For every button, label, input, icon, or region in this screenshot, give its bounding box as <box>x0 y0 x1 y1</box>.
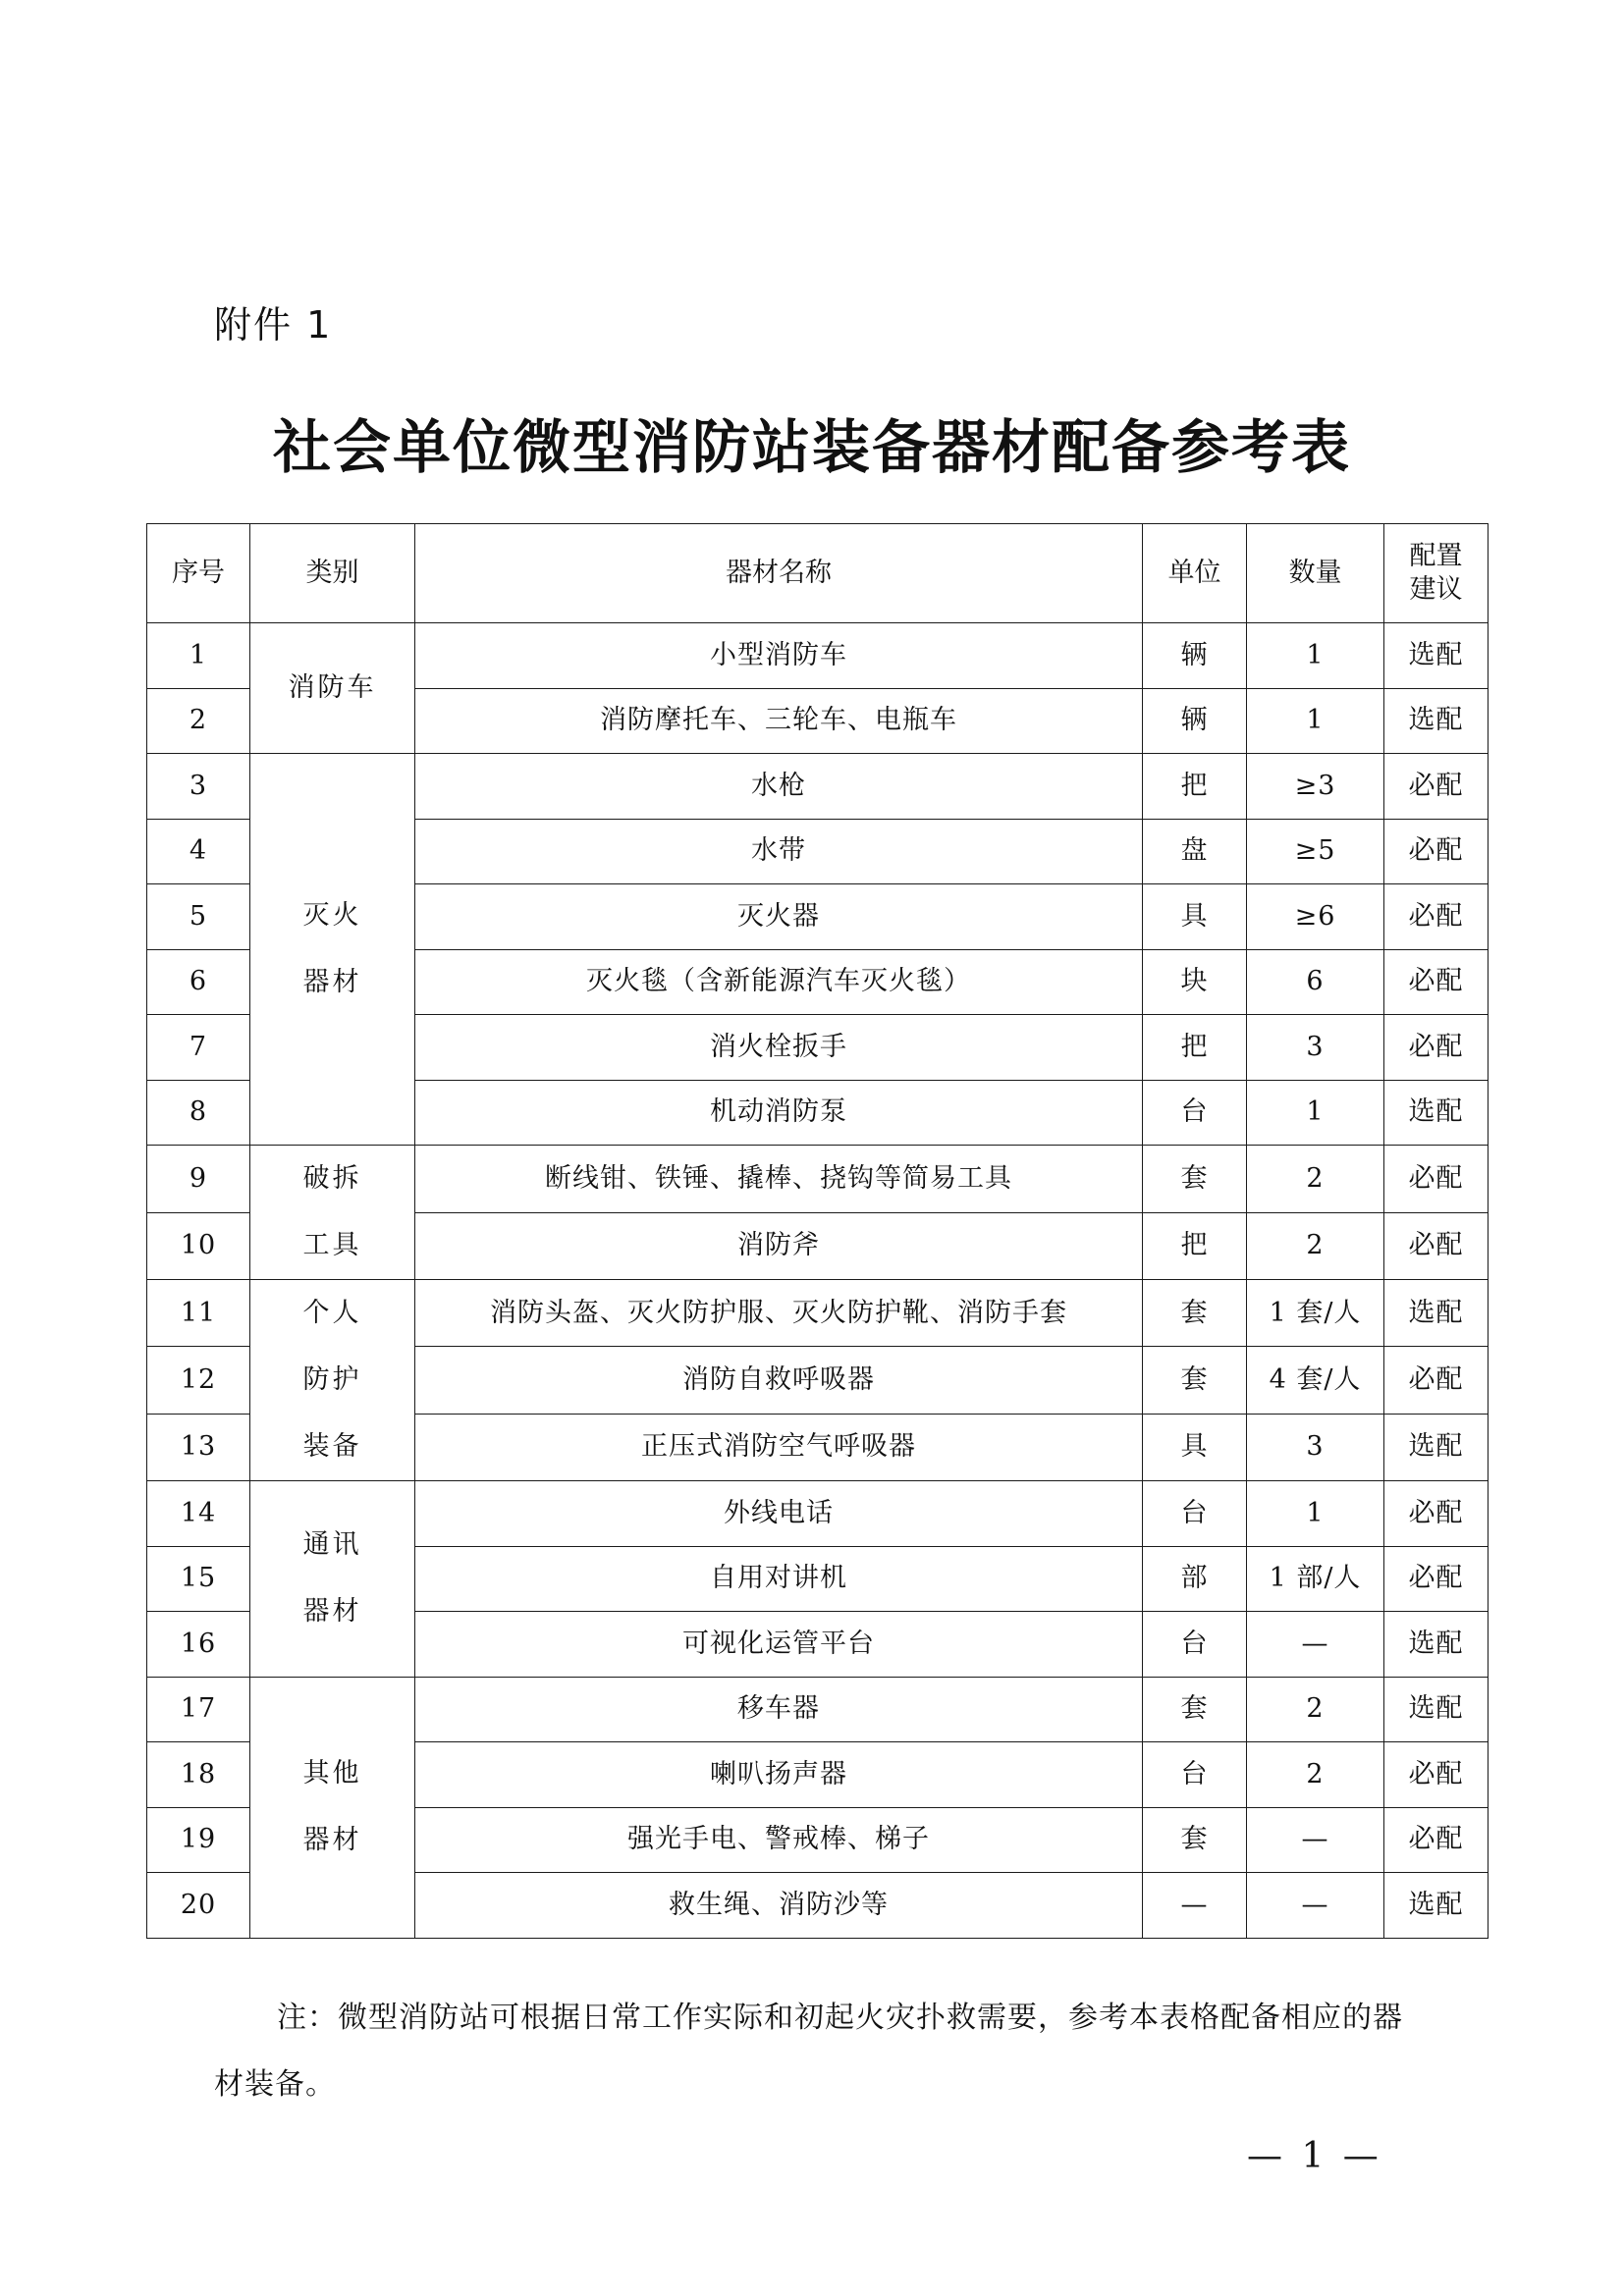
cell-index: 5 <box>147 884 250 950</box>
table-row <box>147 754 1489 820</box>
cell-name: 消火栓扳手 <box>415 1015 1143 1081</box>
cell-index: 7 <box>147 1015 250 1081</box>
category-line: 器材 <box>302 967 362 997</box>
cell-name: 外线电话 <box>415 1481 1143 1547</box>
category-line: 其他 <box>302 1758 362 1789</box>
cell-name: 消防自救呼吸器 <box>415 1347 1143 1414</box>
cell-quantity: 1 部/人 <box>1247 1546 1384 1612</box>
equipment-table <box>146 523 1489 1939</box>
cell-config: 必配 <box>1384 884 1489 950</box>
header-unit: 单位 <box>1143 524 1247 623</box>
cell-index: 8 <box>147 1080 250 1146</box>
cell-unit: 辆 <box>1143 688 1247 754</box>
cell-config: 必配 <box>1384 754 1489 820</box>
cell-quantity: 2 <box>1247 1742 1384 1808</box>
cell-index: 19 <box>147 1807 250 1873</box>
cell-unit: 套 <box>1143 1677 1247 1742</box>
cell-index: 17 <box>147 1677 250 1742</box>
cell-quantity: 6 <box>1247 949 1384 1015</box>
cell-name: 消防摩托车、三轮车、电瓶车 <box>415 688 1143 754</box>
cell-unit: 辆 <box>1143 623 1247 689</box>
cell-unit: 台 <box>1143 1612 1247 1678</box>
cell-unit: 台 <box>1143 1481 1247 1547</box>
cell-config: 必配 <box>1384 1146 1489 1213</box>
cell-index: 6 <box>147 949 250 1015</box>
cell-quantity: 1 <box>1247 1080 1384 1146</box>
cell-unit: — <box>1143 1873 1247 1939</box>
cell-index: 2 <box>147 688 250 754</box>
table-row <box>147 1481 1489 1547</box>
category-line: 破拆 <box>302 1163 362 1194</box>
cell-quantity: — <box>1247 1873 1384 1939</box>
cell-index: 18 <box>147 1742 250 1808</box>
cell-quantity: ≥3 <box>1247 754 1384 820</box>
cell-category <box>250 754 415 1146</box>
table-row <box>147 1677 1489 1742</box>
cell-category <box>250 1280 415 1481</box>
cell-config: 选配 <box>1384 1873 1489 1939</box>
category-line: 通讯 <box>302 1529 362 1561</box>
cell-name: 救生绳、消防沙等 <box>415 1873 1143 1939</box>
cell-unit: 盘 <box>1143 819 1247 884</box>
cell-config: 选配 <box>1384 1612 1489 1678</box>
header-config <box>1384 524 1489 623</box>
table-row <box>147 1146 1489 1213</box>
cell-quantity: 2 <box>1247 1212 1384 1280</box>
cell-index: 1 <box>147 623 250 689</box>
cell-name: 可视化运管平台 <box>415 1612 1143 1678</box>
cell-index: 14 <box>147 1481 250 1547</box>
attachment-label: 附件 1 <box>214 303 333 347</box>
cell-config: 必配 <box>1384 819 1489 884</box>
cell-unit: 套 <box>1143 1146 1247 1213</box>
cell-quantity: ≥5 <box>1247 819 1384 884</box>
table-header-row <box>147 524 1489 623</box>
cell-unit: 套 <box>1143 1347 1247 1414</box>
cell-config: 必配 <box>1384 1347 1489 1414</box>
cell-config: 必配 <box>1384 1742 1489 1808</box>
category-line: 装备 <box>302 1431 362 1462</box>
cell-name: 机动消防泵 <box>415 1080 1143 1146</box>
cell-config: 必配 <box>1384 1481 1489 1547</box>
page-number: — 1 — <box>1247 2136 1382 2176</box>
cell-name: 移车器 <box>415 1677 1143 1742</box>
header-quantity: 数量 <box>1247 524 1384 623</box>
cell-index: 9 <box>147 1146 250 1213</box>
header-index: 序号 <box>147 524 250 623</box>
cell-unit: 把 <box>1143 1212 1247 1280</box>
cell-index: 10 <box>147 1212 250 1280</box>
cell-unit: 台 <box>1143 1742 1247 1808</box>
cell-name: 断线钳、铁锤、撬棒、挠钩等简易工具 <box>415 1146 1143 1213</box>
cell-name: 水带 <box>415 819 1143 884</box>
category-line: 器材 <box>302 1596 362 1628</box>
cell-name: 水枪 <box>415 754 1143 820</box>
cell-quantity: 1 <box>1247 1481 1384 1547</box>
cell-name: 强光手电、警戒棒、梯子 <box>415 1807 1143 1873</box>
cell-unit: 具 <box>1143 884 1247 950</box>
cell-name: 灭火器 <box>415 884 1143 950</box>
cell-name: 小型消防车 <box>415 623 1143 689</box>
cell-index: 12 <box>147 1347 250 1414</box>
cell-category <box>250 1146 415 1280</box>
cell-config: 必配 <box>1384 949 1489 1015</box>
cell-config: 必配 <box>1384 1807 1489 1873</box>
cell-quantity: 2 <box>1247 1677 1384 1742</box>
cell-index: 16 <box>147 1612 250 1678</box>
category-line: 防护 <box>302 1364 362 1395</box>
cell-quantity: 4 套/人 <box>1247 1347 1384 1414</box>
category-line: 器材 <box>302 1825 362 1855</box>
category-line: 个人 <box>302 1298 362 1328</box>
table-row <box>147 623 1489 689</box>
cell-index: 13 <box>147 1414 250 1480</box>
cell-config: 选配 <box>1384 1677 1489 1742</box>
table-note: 注：微型消防站可根据日常工作实际和初起火灾扑救需要，参考本表格配备相应的器材装备。 <box>214 2001 1403 2102</box>
cell-quantity: 1 <box>1247 623 1384 689</box>
cell-index: 11 <box>147 1280 250 1347</box>
cell-quantity: 2 <box>1247 1146 1384 1213</box>
cell-name: 喇叭扬声器 <box>415 1742 1143 1808</box>
cell-quantity: 3 <box>1247 1414 1384 1480</box>
header-category: 类别 <box>250 524 415 623</box>
cell-unit: 把 <box>1143 754 1247 820</box>
cell-config: 选配 <box>1384 1414 1489 1480</box>
cell-name: 消防斧 <box>415 1212 1143 1280</box>
cell-config: 选配 <box>1384 1280 1489 1347</box>
cell-quantity: — <box>1247 1612 1384 1678</box>
cell-unit: 套 <box>1143 1280 1247 1347</box>
cell-unit: 部 <box>1143 1546 1247 1612</box>
cell-quantity: 1 <box>1247 688 1384 754</box>
cell-config: 必配 <box>1384 1212 1489 1280</box>
header-name: 器材名称 <box>415 524 1143 623</box>
cell-config: 选配 <box>1384 623 1489 689</box>
cell-unit: 块 <box>1143 949 1247 1015</box>
category-line: 工具 <box>302 1230 362 1260</box>
cell-quantity: 1 套/人 <box>1247 1280 1384 1347</box>
cell-unit: 把 <box>1143 1015 1247 1081</box>
cell-unit: 套 <box>1143 1807 1247 1873</box>
cell-category <box>250 1481 415 1678</box>
cell-name: 正压式消防空气呼吸器 <box>415 1414 1143 1480</box>
table-row <box>147 1280 1489 1347</box>
cell-name: 灭火毯（含新能源汽车灭火毯） <box>415 949 1143 1015</box>
cell-config: 选配 <box>1384 1080 1489 1146</box>
cell-config: 选配 <box>1384 688 1489 754</box>
cell-index: 15 <box>147 1546 250 1612</box>
cell-name: 消防头盔、灭火防护服、灭火防护靴、消防手套 <box>415 1280 1143 1347</box>
cell-quantity: — <box>1247 1807 1384 1873</box>
cell-index: 20 <box>147 1873 250 1939</box>
cell-unit: 台 <box>1143 1080 1247 1146</box>
cell-config: 必配 <box>1384 1015 1489 1081</box>
header-config-line1: 配置 <box>1409 541 1463 571</box>
document-title: 社会单位微型消防站装备器材配备参考表 <box>272 413 1351 481</box>
cell-index: 3 <box>147 754 250 820</box>
cell-category <box>250 1677 415 1938</box>
cell-index: 4 <box>147 819 250 884</box>
header-config-line2: 建议 <box>1409 574 1463 605</box>
category-line: 灭火 <box>302 900 362 931</box>
cell-config: 必配 <box>1384 1546 1489 1612</box>
cell-unit: 具 <box>1143 1414 1247 1480</box>
cell-category <box>250 623 415 754</box>
cell-quantity: ≥6 <box>1247 884 1384 950</box>
category-line: 消防车 <box>288 672 377 703</box>
cell-name: 自用对讲机 <box>415 1546 1143 1612</box>
cell-quantity: 3 <box>1247 1015 1384 1081</box>
